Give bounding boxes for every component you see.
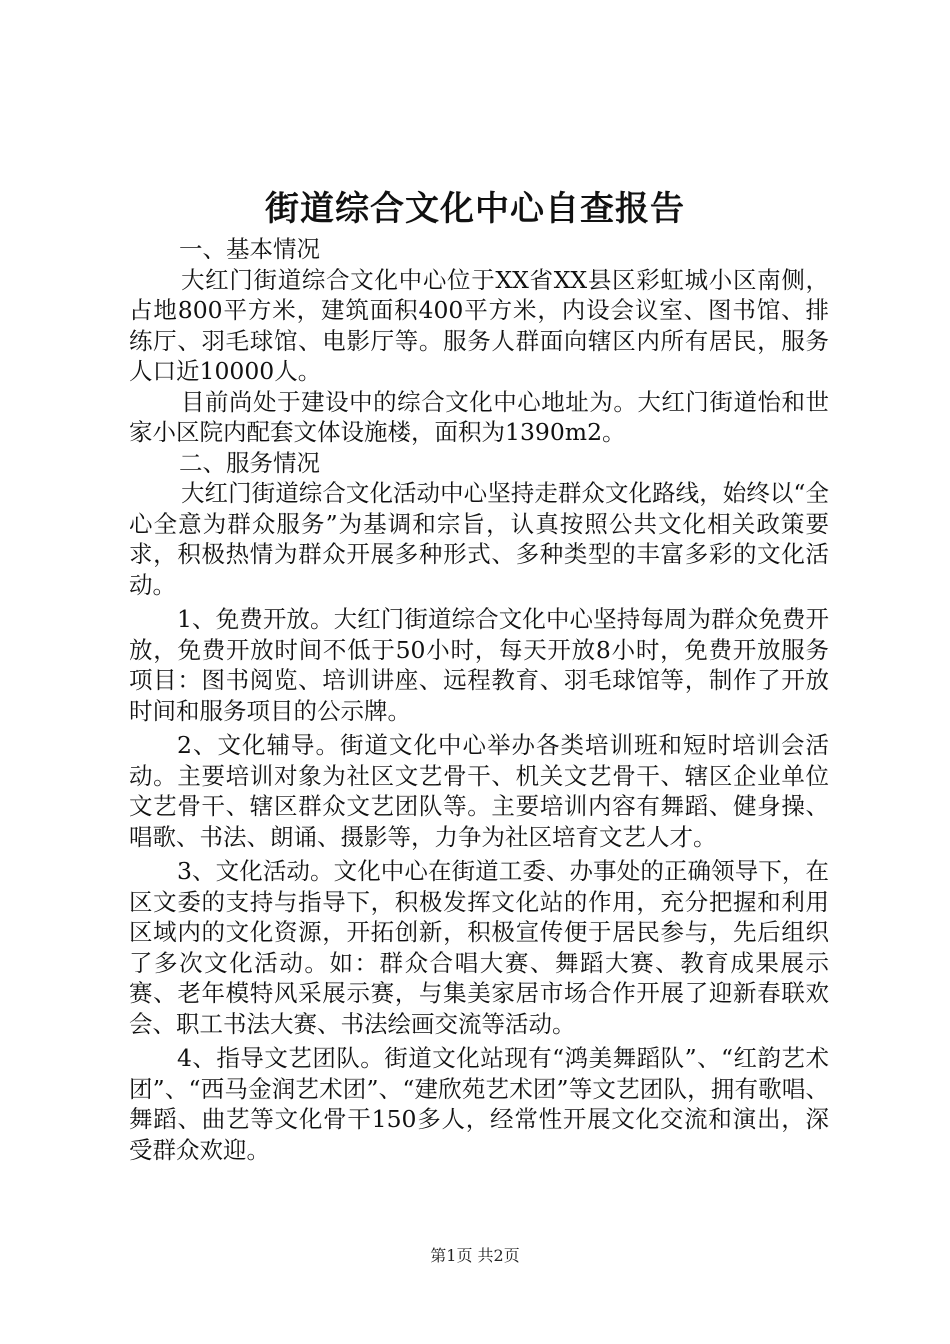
paragraph-service-intro: 大红门街道综合文化活动中心坚持走群众文化路线，始终以“全心全意为群众服务”为基调和宗旨，认真按照公共文化相关政策要求，积极热情为群众开展多种形式、多种类型的丰富多彩的文化活动。	[129, 479, 829, 599]
page-number-footer: 第1页 共2页	[430, 1246, 520, 1265]
paragraph-construction: 目前尚处于建设中的综合文化中心地址为。大红门街道怡和世家小区院内配套文体设施楼，面积为1390m2。	[129, 387, 829, 446]
document-title: 街道综合文化中心自查报告	[265, 189, 685, 229]
section-heading-service: 二、服务情况	[179, 448, 320, 477]
paragraph-location: 大红门街道综合文化中心位于XX省XX县区彩虹城小区南侧，占地800平方米，建筑面积400平方米，内设会议室、图书馆、排练厅、羽毛球馆、电影厅等。服务人群面向辖区内所有居民，服务人口近10000人。	[129, 265, 829, 385]
document-body	[129, 234, 829, 1165]
list-item-culture-activities: 3、文化活动。文化中心在街道工委、办事处的正确领导下，在区文委的支持与指导下，积极发挥文化站的作用，充分把握和利用区域内的文化资源，开拓创新，积极宣传便于居民参与，先后组织了多次文化活动。如：群众合唱大赛、舞蹈大赛、教育成果展示赛、老年模特风采展示赛，与集美家居市场合作开展了迎新春联欢会、职工书法大赛、书法绘画交流等活动。	[129, 857, 829, 1038]
list-item-culture-guidance: 2、文化辅导。街道文化中心举办各类培训班和短时培训会活动。主要培训对象为社区文艺骨干、机关文艺骨干、辖区企业单位文艺骨干、辖区群众文艺团队等。主要培训内容有舞蹈、健身操、唱歌、书法、朗诵、摄影等，力争为社区培育文艺人才。	[129, 731, 829, 851]
list-item-free-opening: 1、免费开放。大红门街道综合文化中心坚持每周为群众免费开放，免费开放时间不低于50小时，每天开放8小时，免费开放服务项目：图书阅览、培训讲座、远程教育、羽毛球馆等，制作了开放时间和服务项目的公示牌。	[129, 605, 829, 725]
section-heading-basic: 一、基本情况	[179, 235, 320, 263]
list-item-art-teams: 4、指导文艺团队。街道文化站现有“鸿美舞蹈队”、“红韵艺术团”、“西马金润艺术团”、“建欣苑艺术团”等文艺团队，拥有歌唱、舞蹈、曲艺等文化骨干150多人，经常性开展文化交流和演出，深受群众欢迎。	[129, 1044, 829, 1164]
